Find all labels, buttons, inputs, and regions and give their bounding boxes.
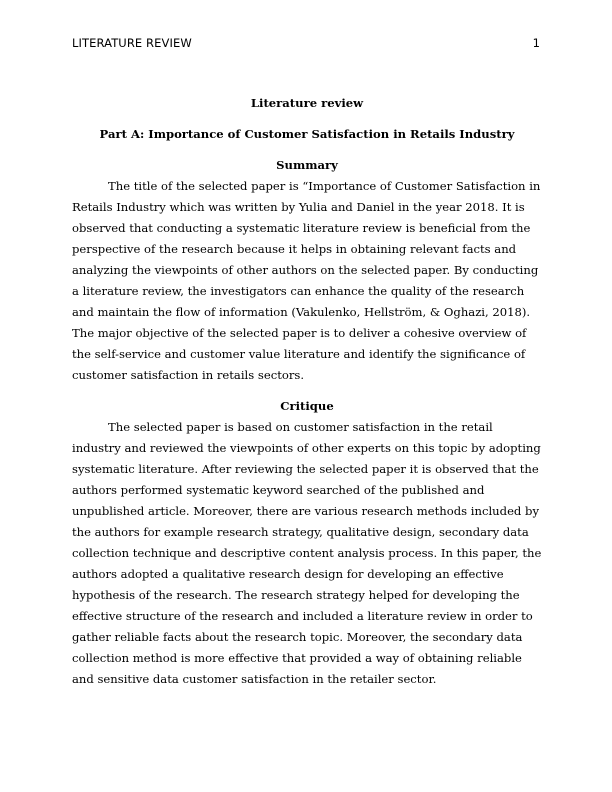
- critique-line: The selected paper is based on customer satisfaction in the retail: [108, 420, 493, 434]
- page-number: 1: [532, 36, 540, 50]
- critique-line: customer satisfaction in the retailer sector.: [182, 672, 437, 686]
- critique-line: strategy helped for developing the effective structure of the research and: [72, 588, 520, 623]
- critique-line: industry and reviewed the viewpoints of other experts on this topic by: [72, 441, 486, 455]
- critique-line: research topic. Moreover, the secondary data collection method is more: [72, 630, 523, 665]
- critique-line: published and unpublished article. Moreover, there are various research: [72, 483, 485, 518]
- document-body: [72, 93, 542, 690]
- critique-line: included a literature review in order to gather reliable facts about the: [72, 609, 533, 644]
- running-header: [72, 35, 540, 51]
- part-a-heading: Part A: Importance of Customer Satisfaction in Retails Industry: [99, 127, 515, 141]
- critique-line: design for developing an effective hypothesis of the research. The research: [72, 567, 504, 602]
- summary-heading: Summary: [276, 158, 338, 172]
- summary-line: paper. By conducting a literature review, the investigators can enhance the: [72, 263, 539, 298]
- critique-line: adopting systematic literature. After reviewing the selected paper it is: [72, 441, 541, 476]
- document-title: Literature review: [250, 96, 364, 110]
- critique-line: analysis process. In this paper, the authors adopted a qualitative research: [72, 546, 542, 581]
- summary-line: and identify the significance of customer satisfaction in retails sectors.: [72, 347, 526, 382]
- running-head-title: LITERATURE REVIEW: [72, 36, 192, 50]
- critique-line: effective that provided a way of obtaining reliable and sensitive data: [72, 651, 522, 686]
- summary-line: beneficial from the perspective of the research because it helps in obtaining: [72, 221, 531, 256]
- critique-paragraph: [72, 417, 542, 690]
- critique-heading: Critique: [280, 399, 334, 413]
- summary-line: Satisfaction in Retails Industry which was written by Yulia and Daniel in the: [72, 179, 541, 214]
- summary-line: quality of the research and maintain the flow of information (Vakulenko,: [72, 284, 525, 319]
- summary-line: The title of the selected paper is “Importance of Customer: [108, 179, 453, 193]
- summary-line: deliver a cohesive overview of the self-service and customer value literature: [72, 326, 527, 361]
- critique-line: methods included by the authors for example research strategy, qualitative: [72, 504, 540, 539]
- critique-line: design, secondary data collection technique and descriptive content: [72, 525, 529, 560]
- summary-line: Hellström, & Oghazi, 2018). The major objective of the selected paper is to: [72, 305, 531, 340]
- critique-line: observed that the authors performed systematic keyword searched of the: [72, 462, 539, 497]
- summary-line: relevant facts and analyzing the viewpoints of other authors on the selected: [72, 242, 517, 277]
- summary-paragraph: [72, 176, 542, 386]
- summary-line: year 2018. It is observed that conducting a systematic literature review is: [72, 200, 525, 235]
